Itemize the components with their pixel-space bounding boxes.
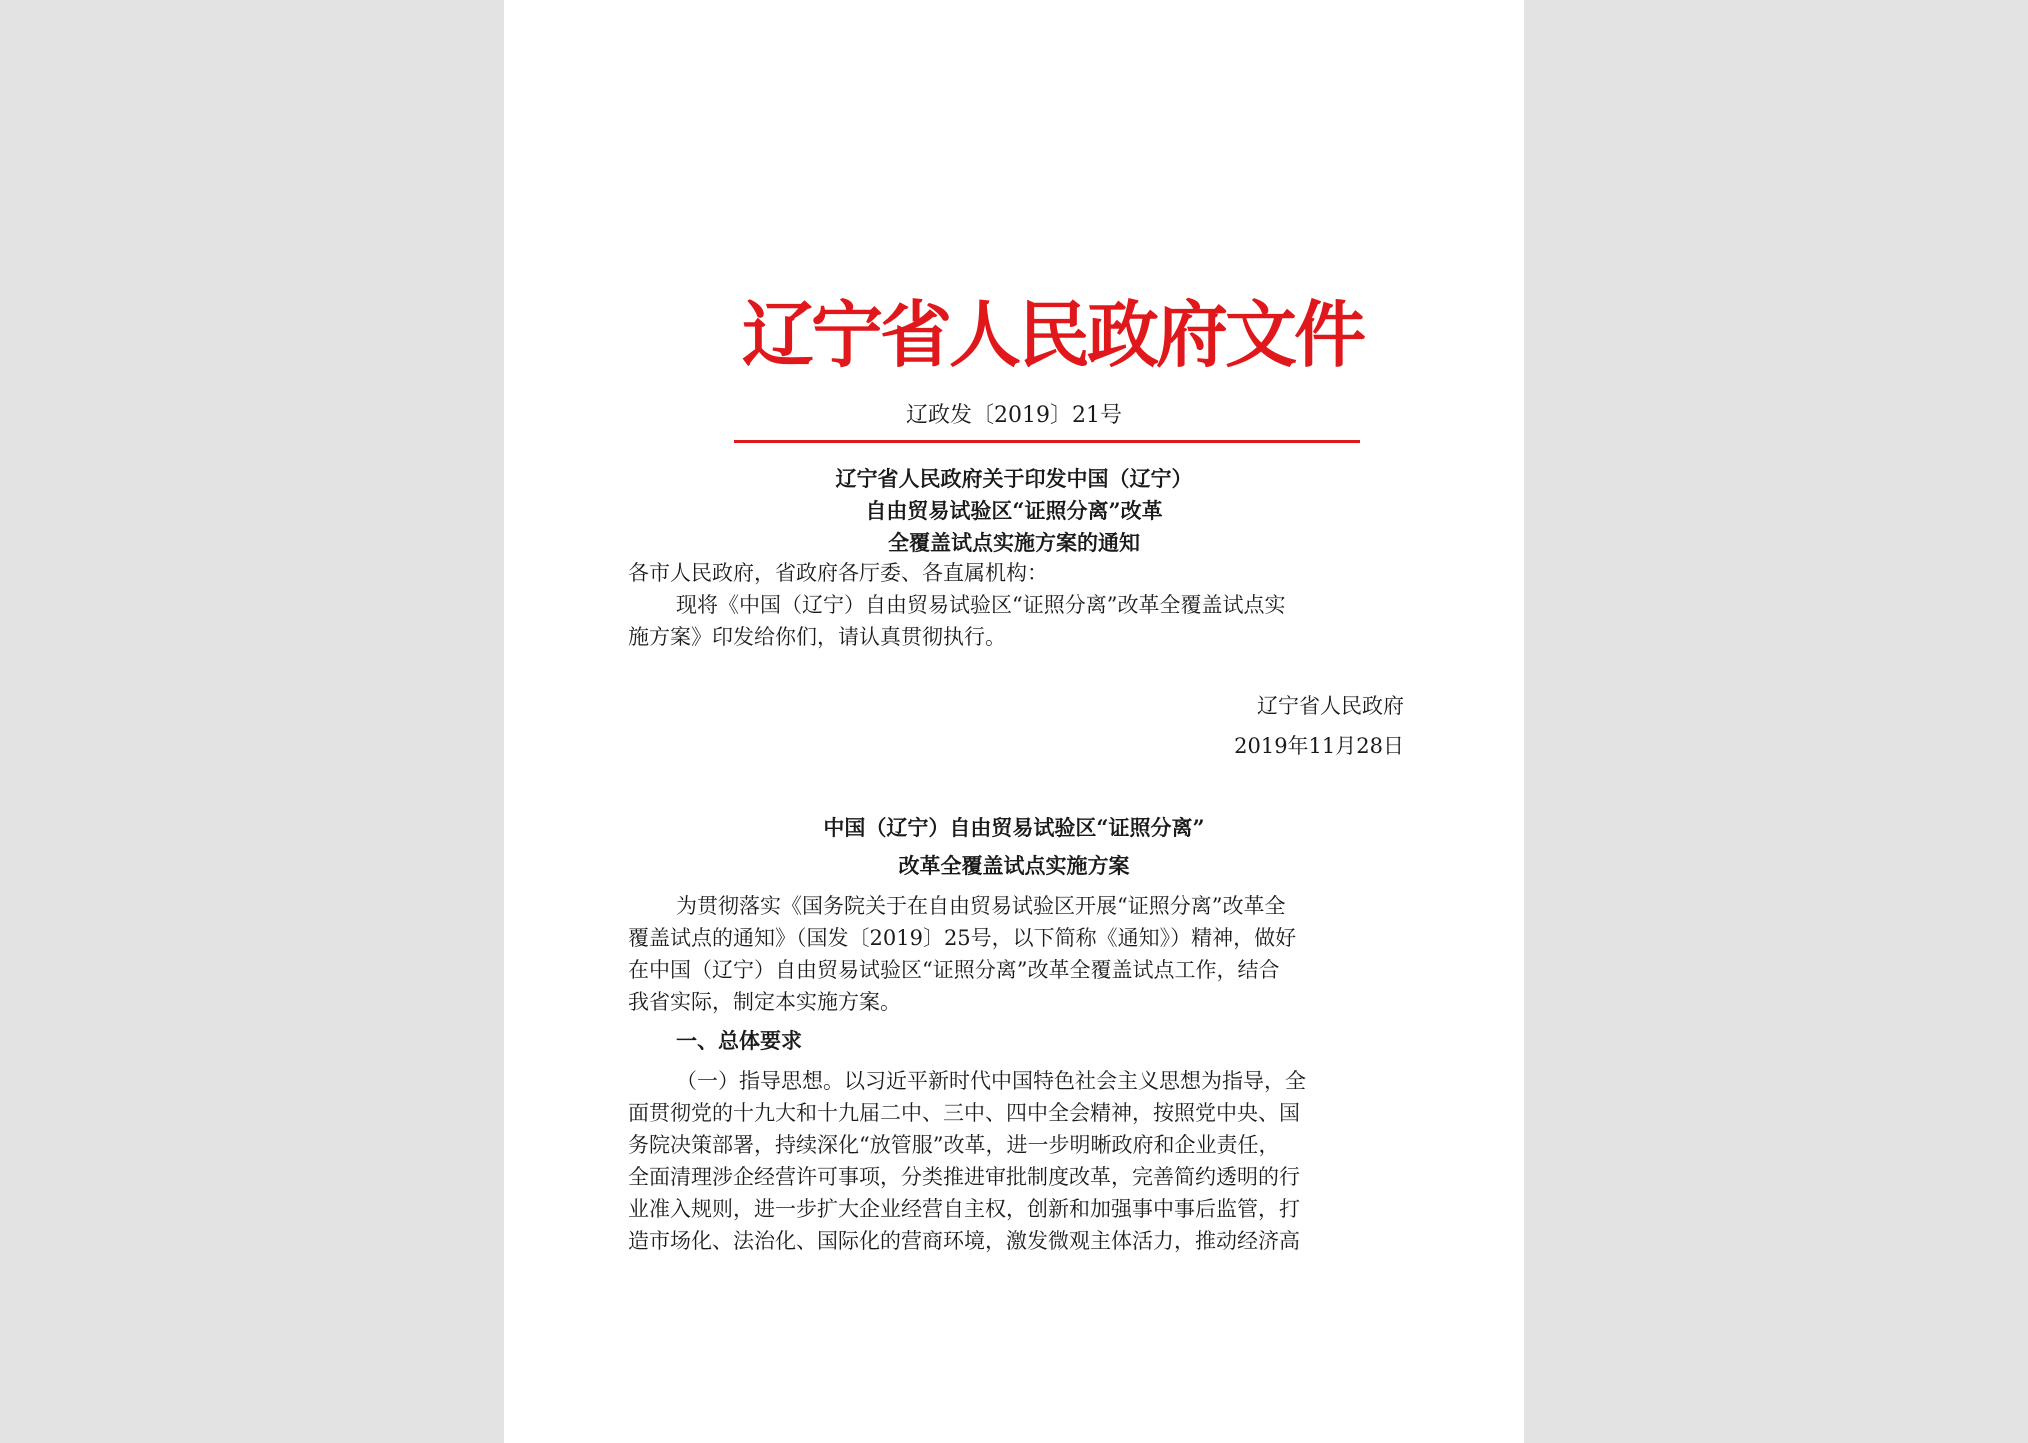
notice-title-line-2: 自由贸易试验区“证照分离”改革 [865, 498, 1163, 523]
plan-intro-line: 在中国（辽宁）自由贸易试验区“证照分离”改革全覆盖试点工作，结合 [628, 958, 1280, 982]
notice-signature: 辽宁省人民政府 [1257, 694, 1404, 718]
plan-intro-line: 为贯彻落实《国务院关于在自由贸易试验区开展“证照分离”改革全 [676, 894, 1286, 918]
section-heading: 一、总体要求 [676, 1028, 802, 1053]
section-line: 业准入规则，进一步扩大企业经营自主权，创新和加强事中事后监管，打 [628, 1197, 1300, 1221]
plan-title-line-2: 改革全覆盖试点实施方案 [898, 853, 1130, 878]
notice-date: 2019年11月28日 [1234, 734, 1404, 758]
section-line: 面贯彻党的十九大和十九届二中、三中、四中全会精神，按照党中央、国 [628, 1101, 1300, 1125]
section-line: 务院决策部署，持续深化“放管服”改革，进一步明晰政府和企业责任， [628, 1133, 1280, 1157]
section-line: （一）指导思想。以习近平新时代中国特色社会主义思想为指导，全 [676, 1069, 1306, 1093]
plan-intro-line: 我省实际，制定本实施方案。 [628, 990, 901, 1014]
notice-body-line: 现将《中国（辽宁）自由贸易试验区“证照分离”改革全覆盖试点实 [676, 593, 1286, 617]
red-divider-line [734, 440, 1360, 443]
notice-body-line: 施方案》印发给你们，请认真贯彻执行。 [628, 625, 1006, 649]
document-page [504, 0, 1524, 1443]
document-masthead: 辽宁省人民政府文件 [742, 293, 1364, 377]
plan-intro-line: 覆盖试点的通知》（国发〔2019〕25号，以下简称《通知》）精神，做好 [628, 926, 1297, 950]
notice-title-line-1: 辽宁省人民政府关于印发中国（辽宁） [835, 466, 1193, 491]
section-line: 全面清理涉企经营许可事项，分类推进审批制度改革，完善简约透明的行 [628, 1165, 1300, 1189]
notice-addressee: 各市人民政府，省政府各厅委、各直属机构： [628, 561, 1048, 585]
section-line: 造市场化、法治化、国际化的营商环境，激发微观主体活力，推动经济高 [628, 1229, 1300, 1253]
plan-title-line-1: 中国（辽宁）自由贸易试验区“证照分离” [823, 815, 1205, 840]
notice-title-line-3: 全覆盖试点实施方案的通知 [888, 530, 1140, 555]
document-number: 辽政发〔2019〕21号 [906, 403, 1122, 428]
